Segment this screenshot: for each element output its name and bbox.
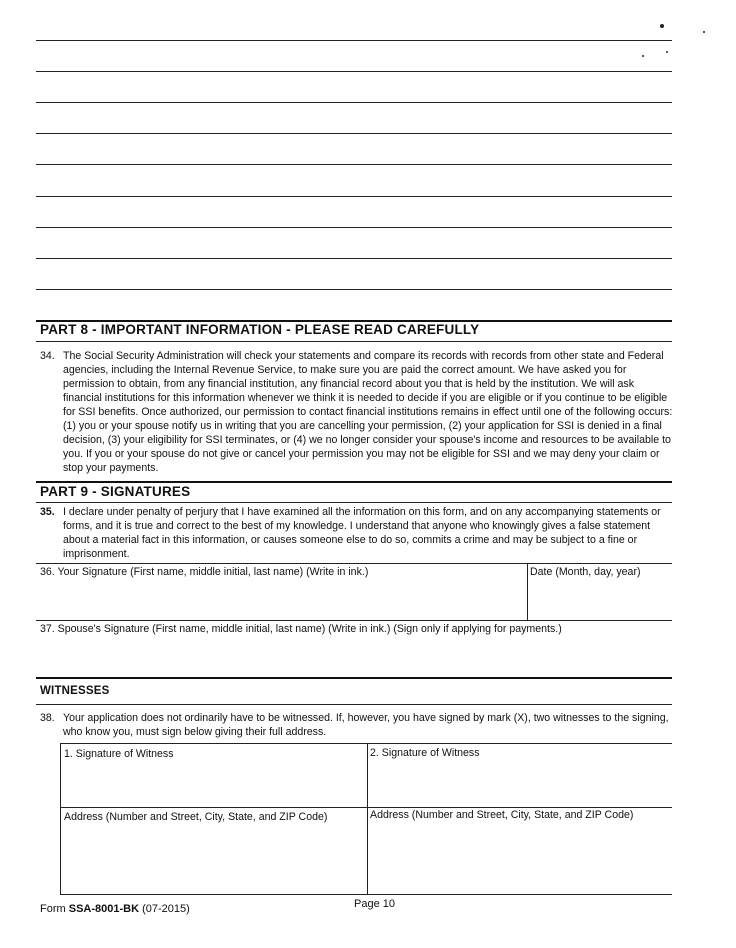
witness1-signature-label: 1. Signature of Witness	[64, 748, 174, 760]
section-divider	[36, 502, 672, 503]
part9-heading: PART 9 - SIGNATURES	[40, 484, 191, 499]
item-text: Your application does not ordinarily have to be witnessed. If, however, you have signed by mark (X), two witnesses to the signing, who know you, must sign below giving their full address.	[63, 712, 669, 738]
date-label: Date (Month, day, year)	[530, 566, 641, 578]
form-number: SSA-8001-BK	[68, 903, 140, 915]
section-divider	[36, 677, 672, 679]
part8-heading: PART 8 - IMPORTANT INFORMATION - PLEASE READ CAREFULLY	[40, 322, 480, 337]
item-text: I declare under penalty of perjury that I have examined all the information on this form, and on any accompanying statements or forms, and it is true and correct to the best of my knowledge. I understand that anyone who knowingly gives a false statement about a material fact in this information, or causes someone else to do so, commits a crime and may be subject to a fine or imprisonment.	[63, 506, 661, 560]
witnesses-heading: WITNESSES	[40, 685, 110, 697]
scan-mark	[660, 24, 664, 28]
witness1-address-label: Address (Number and Street, City, State, and ZIP Code)	[64, 811, 328, 823]
section-divider	[36, 704, 672, 705]
form-id	[40, 903, 190, 915]
item-number: 35.	[40, 506, 55, 518]
scan-mark	[666, 51, 668, 53]
your-signature-label: 36. Your Signature (First name, middle initial, last name) (Write in ink.)	[40, 566, 369, 578]
writing-line[interactable]	[36, 196, 672, 197]
writing-line[interactable]	[36, 164, 672, 165]
writing-line[interactable]	[36, 289, 672, 290]
section-divider	[36, 481, 672, 483]
item-number: 34.	[40, 350, 55, 362]
scan-mark	[703, 31, 705, 33]
form-prefix: Form	[40, 903, 69, 915]
writing-line[interactable]	[36, 102, 672, 103]
writing-line[interactable]	[36, 133, 672, 134]
writing-line[interactable]	[36, 227, 672, 228]
section-divider	[36, 341, 672, 342]
scan-mark	[642, 55, 644, 57]
witness2-address-label: Address (Number and Street, City, State, and ZIP Code)	[370, 809, 634, 821]
witness2-signature-label: 2. Signature of Witness	[370, 747, 480, 759]
writing-line[interactable]	[36, 40, 672, 41]
page-number: Page 10	[354, 898, 395, 910]
item-number: 38.	[40, 712, 55, 724]
form-date: (07-2015)	[139, 903, 190, 915]
spouse-signature-label: 37. Spouse's Signature (First name, middle initial, last name) (Write in ink.) (Sign only if applying for payments.)	[40, 623, 562, 635]
writing-line[interactable]	[36, 71, 672, 72]
item-text: The Social Security Administration will check your statements and compare its records with records from other state and Federal agencies, including the Internal Revenue Service, to make sure you are paid the correct amount. We have asked you for permission to obtain, from any financial institution, any financial record about you that is held by the institution. We will ask financial institutions for this information whenever we think it is needed to decide if you are eligible or if you continue to be eligible for SSI benefits. Once authorized, our permission to contact financial institutions remains in effect until one of the following occurs: (1) you or your spouse notify us in writing that you are cancelling your permission, (2) your application for SSI is denied in a final decision, (3) your eligibility for SSI terminates, or (4) we no longer consider your spouse's income and resources to be available to you. If you or your spouse do not give or cancel your permission you may not be eligible for SSI and we may deny your claim or stop your payments.	[63, 350, 673, 474]
writing-line[interactable]	[36, 258, 672, 259]
